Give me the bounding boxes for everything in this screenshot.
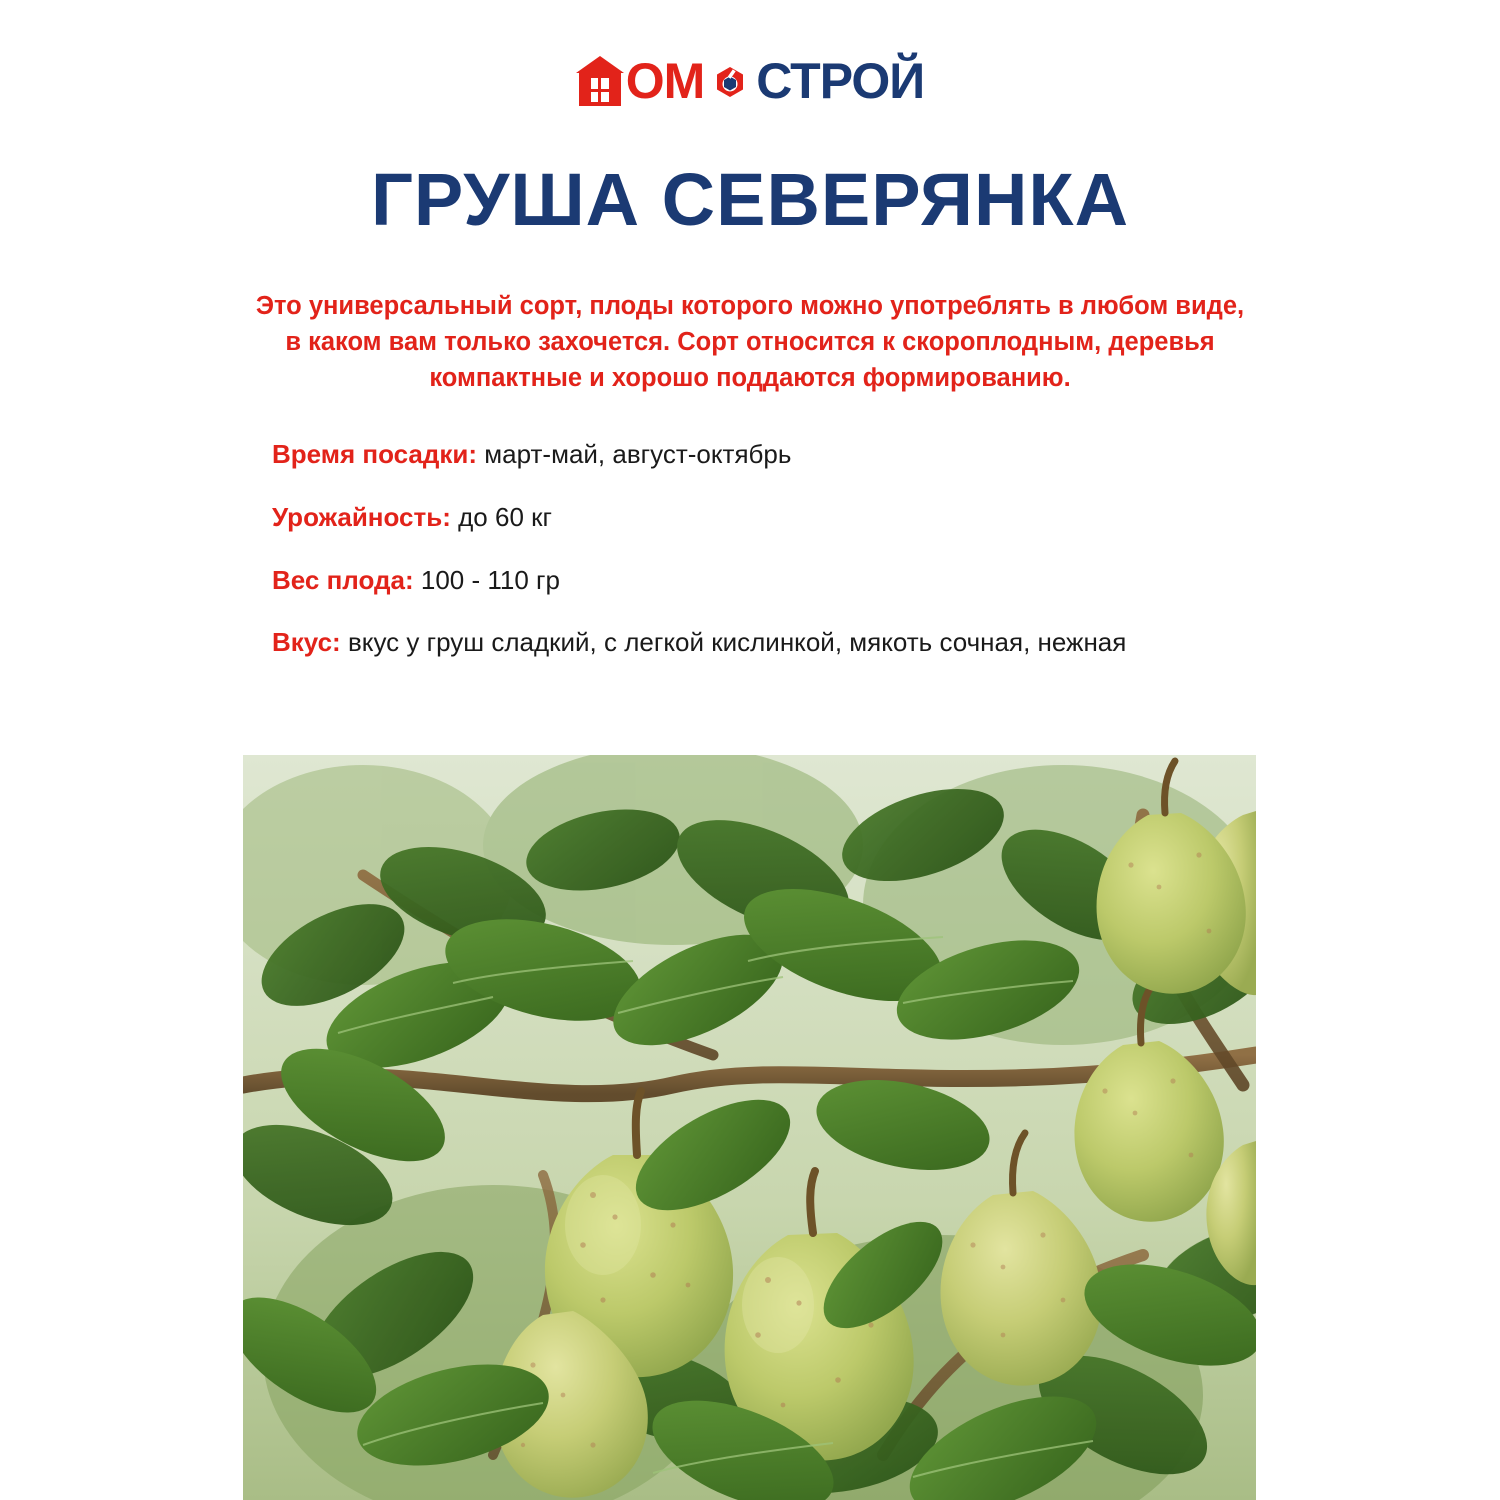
spec-row bbox=[272, 438, 1272, 472]
spec-row bbox=[272, 626, 1272, 660]
spec-row bbox=[272, 564, 1272, 598]
spec-value-planting-time: март-май, август-октябрь bbox=[484, 439, 792, 469]
spec-label-taste: Вкус: bbox=[272, 627, 341, 658]
pear-tree-illustration bbox=[243, 755, 1256, 1500]
spec-row bbox=[272, 501, 1272, 535]
intro-paragraph: Это универсальный сорт, плоды которого можно употреблять в любом виде, в каком вам только захочется. Сорт относится к скороплодным, деревья компактные и хорошо поддаются формированию. bbox=[255, 292, 1245, 393]
spec-label-yield: Урожайность: bbox=[272, 501, 451, 532]
brand-name-right: СТРОЙ bbox=[756, 53, 925, 109]
specs-list bbox=[272, 438, 1272, 689]
house-icon bbox=[576, 56, 624, 106]
spec-value-fruit-weight: 100 - 110 гр bbox=[420, 564, 560, 595]
pear-tree-photo bbox=[243, 755, 1256, 1500]
spec-value-taste: вкус у груш сладкий, с легкой кислинкой, мякоть сочная, нежная bbox=[347, 627, 1127, 658]
spec-value-yield: до 60 кг bbox=[458, 501, 552, 532]
page-title: ГРУША СЕВЕРЯНКА bbox=[370, 158, 1130, 241]
gear-icon bbox=[705, 56, 755, 106]
brand-name-left: ОМ bbox=[625, 53, 705, 109]
brand-logo bbox=[0, 52, 1500, 110]
spec-label-fruit-weight: Вес плода: bbox=[272, 564, 414, 595]
spec-label-planting-time: Время посадки: bbox=[272, 439, 478, 469]
